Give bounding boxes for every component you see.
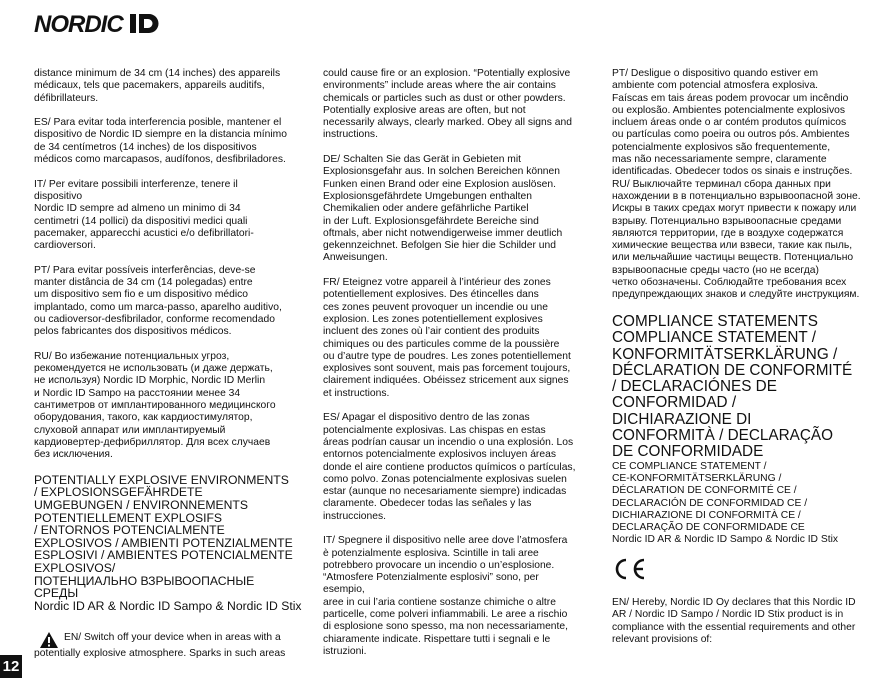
text-line: ou cadioversor-desfibrilador, conforme recomendado [34,313,275,325]
text-line: ES/ Apagar el dispositivo dentro de las zonas [323,412,530,424]
text-line: et instructions. [323,387,390,399]
text-line: кардиовертер-дефибриллятор. Для всех случаев [34,436,271,448]
text-line: FR/ Eteignez votre appareil à l’intérieur des zones [323,277,551,289]
text-line: EN/ Hereby, Nordic ID Oy declares that this Nordic ID [612,596,856,608]
text-line: четко обозначены. Соблюдайте требования всех [612,277,847,289]
text-line: Funken einen Brand oder eine Explosion auslösen. [323,178,556,190]
text-line: como polvo. Zonas potencialmente explosivas suelen [323,473,567,485]
text-line: could cause fire or an explosion. “Potentially explosive [323,68,571,79]
text-line: implantado, como um marca-passo, aparelho auditivo, [34,301,282,313]
text-line: explosion. Les zones potentiellement explosives [323,313,543,325]
warning-line [34,632,306,648]
text-line: pacemaker, apparecchi acustici e/o defibrillatori- [34,227,254,239]
paragraph-en-explosive [323,68,591,142]
column-2 [323,68,591,671]
text-line: manter distância de 34 cm (14 polegadas) entre [34,277,253,289]
paragraph-pt-ru-explosive [612,68,876,302]
text-line: áreas podrían causar un incendio o una explosión. Los [323,436,574,448]
text-line: ambiente com potencial atmosfera explosiva. [612,80,819,92]
warning-triangle-icon [40,632,58,648]
text-line: не используя) Nordic ID Morphic, Nordic ID Merlin [34,375,266,387]
text-line: chemicals or particles such as dust or other powders. [323,92,566,104]
text-line: COMPLIANCE STATEMENTS [612,312,818,330]
text-line: médicos como marcapasos, audífonos, desfibriladores. [34,154,286,166]
text-line: без исключения. [34,449,113,461]
paragraph-ru-medical [34,351,306,462]
text-line: aree in cui l’aria contiene sostanze chimiche o altre [323,596,556,608]
text-line: DICHIARAZIONE DI CONFORMITÀ CE / [612,509,801,521]
text-line: de 34 centímetros (14 inches) de los dispositivos [34,141,257,153]
text-line: предупреждающих знаков и следуйте инструкциям. [612,289,860,301]
text-line: взрывоопасные среды часто (но не всегда) [612,264,819,276]
paragraph-es-explosive [323,412,591,523]
text-line: médicaux, tels que pacemakers, appareils auditifs, [34,80,265,92]
paragraph-it-medical [34,179,306,253]
warning-text-en: EN/ Switch off your device when in areas with a [64,632,281,644]
text-line: Faíscas em tais áreas podem provocar um incêndio [612,92,849,104]
paragraph-fr-medical [34,68,306,105]
text-line: Nordic ID AR & Nordic ID Sampo & Nordic ID Stix [34,598,302,613]
text-line: CONFORMITÀ / DECLARAÇÃO [612,427,833,445]
text-line: ПОТЕНЦИАЛЬНО ВЗРЫВООПАСНЫЕ [34,573,255,588]
text-line: in der Luft. Explosionsgefährdete Bereiche sind [323,215,539,227]
text-line: claramente. Obedecer todas las señales y las [323,498,532,510]
text-line: DECLARAÇÃO DE CONFORMIDADE CE [612,522,805,534]
text-line: ESPLOSIVI / AMBIENTES POTENCIALMENTE [34,548,293,563]
text-line: ES/ Para evitar toda interferencia posible, mantener el [34,117,282,129]
text-line: являются территории, где в воздухе содержатся [612,227,844,239]
text-line: CE-KONFORMITÄTSERKLÄRUNG / [612,472,782,484]
text-line: / DECLARACIÓNES DE [612,378,777,396]
svg-text:NORDIC: NORDIC [34,11,123,36]
text-line: DÉCLARATION DE CONFORMITÉ [612,361,853,379]
text-line: СРЕДЫ [34,586,79,601]
text-line: chimiques ou des particules comme de la poussière [323,338,560,350]
compliance-statements-heading [612,314,876,461]
text-line: “Atmosfere Potenzialmente esplosivi” sono, per [323,572,539,584]
paragraph-it-explosive [323,535,591,658]
nordic-id-logo [34,10,164,36]
text-line: Искры в таких средах могут привести к пожару или [612,203,857,215]
text-line: POTENTIELLEMENT EXPLOSIFS [34,510,223,525]
warning-text-continued [34,648,306,660]
paragraph-en-declaration [612,597,876,646]
text-line: / EXPLOSIONSGEFÄHRDETE [34,485,203,500]
text-line: potrebbero provocare un incendio o un’esplosione. [323,559,555,571]
text-line: istruzioni. [323,645,367,657]
text-line: сантиметров от имплантированного медицинского [34,400,276,412]
paragraph-de-explosive [323,154,591,265]
text-line: entornos potencialmente explosivos incluyen áreas [323,449,556,461]
text-line: DÉCLARATION DE CONFORMITÉ CE / [612,485,797,497]
paragraph-fr-explosive [323,277,591,400]
text-line: centimetri (14 pollici) da dispositivi medici quali [34,215,248,227]
text-line: environments” include areas where the air contains [323,80,556,92]
text-line: compliance with the essential requirements and other [612,621,856,633]
text-line: PT/ Para evitar possíveis interferências, deve-se [34,264,256,276]
text-line: potencialmente explosivas. Las chispas en estas [323,424,546,436]
text-line: ou explosão. Ambientes potencialmente explosivos [612,104,845,116]
text-line: RU/ Выключайте терминал сбора данных при [612,178,831,190]
text-line: explosives sont souvent, mais pas forcement toujours, [323,363,571,375]
text-line: оборудования, такого, как кардиостимулятор, [34,412,253,424]
text-line: potentially explosive atmosphere. Sparks in such areas [34,648,286,660]
text-line: нахождении в в потенциально взрывоопасной зоне. [612,190,861,202]
section-heading-explosive [34,474,306,613]
text-line: Nordic ID sempre ad almeno un minimo di 34 [34,203,241,215]
text-line: Potentially explosive areas are often, but not [323,104,526,116]
text-line: identificadas. Obedecer todos os sinais e instruções. [612,166,853,178]
text-line: oftmals, aber nicht notwendigerweise immer deutlich [323,227,563,239]
text-line: necessarily always, clearly marked. Obey all signs and [323,117,572,129]
page-number: 12 [0,655,22,678]
text-line: mas não necessariamente sempre, claramente [612,154,827,166]
text-line: слуховой аппарат или имплантируемый [34,424,226,436]
text-line: EXPLOSIVOS/ [34,560,116,575]
text-line: cardioversori. [34,240,96,252]
text-line: dispositivo [34,190,83,202]
text-line: ou partículas como poeira ou outros pós. Ambientes [612,129,850,141]
text-line: um dispositivo sem fio e um dispositivo médico [34,289,249,301]
ce-mark-icon [612,557,646,581]
text-line: CE COMPLIANCE STATEMENT / [612,460,767,472]
text-line: estar (aunque no necesariamente siempre) indicadas [323,486,567,498]
nordic-id-logo-graphic [34,10,164,36]
text-line: relevant provisions of: [612,633,713,645]
text-line: Explosionsgefährdete Umgebungen enthalten [323,190,532,202]
text-line: DECLARACIÓN DE CONFORMIDAD CE / [612,497,808,509]
text-line: IT/ Per evitare possibili interferenze, tenere il [34,178,238,190]
text-line: COMPLIANCE STATEMENT / [612,329,816,347]
text-line: incluent des zones où l’air contient des produits [323,326,540,338]
text-line: EXPLOSIVOS / AMBIENTI POTENZIALMENTE [34,535,293,550]
text-line: Anweisungen. [323,252,388,264]
text-line: chiaramente indicate. Rispettare tutti i segnali e le [323,633,551,645]
text-line: Chemikalien oder andere gefährliche Partikel [323,203,529,215]
text-line: Nordic ID AR & Nordic ID Sampo & Nordic ID Stix [612,534,839,546]
text-line: défibrillateurs. [34,92,99,104]
text-line: KONFORMITÄTSERKLÄRUNG / [612,345,838,363]
text-line: è potenzialmente esplosiva. Scintille in tali aree [323,547,539,559]
column-1 [34,68,306,661]
text-line: pelos fabricantes dos dispositivos médicos. [34,326,232,338]
text-line: incluem áreas onde o ar contém produtos químicos [612,117,847,129]
text-line: particelle, come polveri infiammabili. Le aree a rischio [323,609,568,621]
text-line: gekennzeichnet. Befolgen Sie hier die Schilder und [323,240,556,252]
text-line: DE/ Schalten Sie das Gerät in Gebieten mit [323,154,522,166]
text-line: POTENTIALLY EXPLOSIVE ENVIRONMENTS [34,472,289,487]
text-line: и Nordic ID Sampo на расстоянии менее 34 [34,387,241,399]
text-line: esempio, [323,584,365,596]
text-line: Explosionsgefahr aus. In solchen Bereichen können [323,166,560,178]
text-line: или мельчайшие частицы веществ. Потенциально [612,252,854,264]
text-line: DE CONFORMIDADE [612,443,764,461]
text-line: ces zones peuvent provoquer un incendie ou une [323,301,548,313]
text-line: potencialmente explosivos são frequentemente, [612,141,831,153]
text-line: clairement indiquées. Obéissez stricement aux signes [323,375,569,387]
text-line: DICHIARAZIONE DI [612,410,752,428]
ce-compliance-subheading [612,461,876,547]
paragraph-pt-medical [34,265,306,339]
text-line: IT/ Spegnere il dispositivo nelle aree dove l’atmosfera [323,535,568,547]
text-line: instructions. [323,129,378,141]
paragraph-es-medical [34,117,306,166]
text-line: AR / Nordic ID Sampo / Nordic ID Stix product is in [612,609,844,621]
text-line: ou d’autre type de poudres. Les zones potentiellement [323,350,571,362]
text-line: dispositivo de Nordic ID siempre en la distancia mínimo [34,129,287,141]
text-line: / ENTORNOS POTENCIALMENTE [34,523,225,538]
text-line: potentiellement explosives. Des étincelles dans [323,289,539,301]
text-line: UMGEBUNGEN / ENVIRONNEMENTS [34,497,248,512]
text-line: взрыву. Потенциально взрывоопасные средами [612,215,842,227]
warning-block [34,632,306,660]
text-line: PT/ Desligue o dispositivo quando estiver em [612,68,819,79]
text-line: CONFORMIDAD / [612,394,737,412]
text-line: рекомендуется не использовать (и даже держать, [34,363,273,375]
text-line: distance minimum de 34 cm (14 inches) des appareils [34,68,281,79]
text-line: RU/ Во избежание потенциальных угроз, [34,350,230,362]
text-line: химические вещества или взвеси, такие как пыль, [612,240,853,252]
column-3 [612,68,876,658]
text-line: di esplosione sono spesso, ma non necessariamente, [323,621,568,633]
text-line: instrucciones. [323,510,386,522]
text-line: donde el aire contiene productos químicos o partículas, [323,461,576,473]
